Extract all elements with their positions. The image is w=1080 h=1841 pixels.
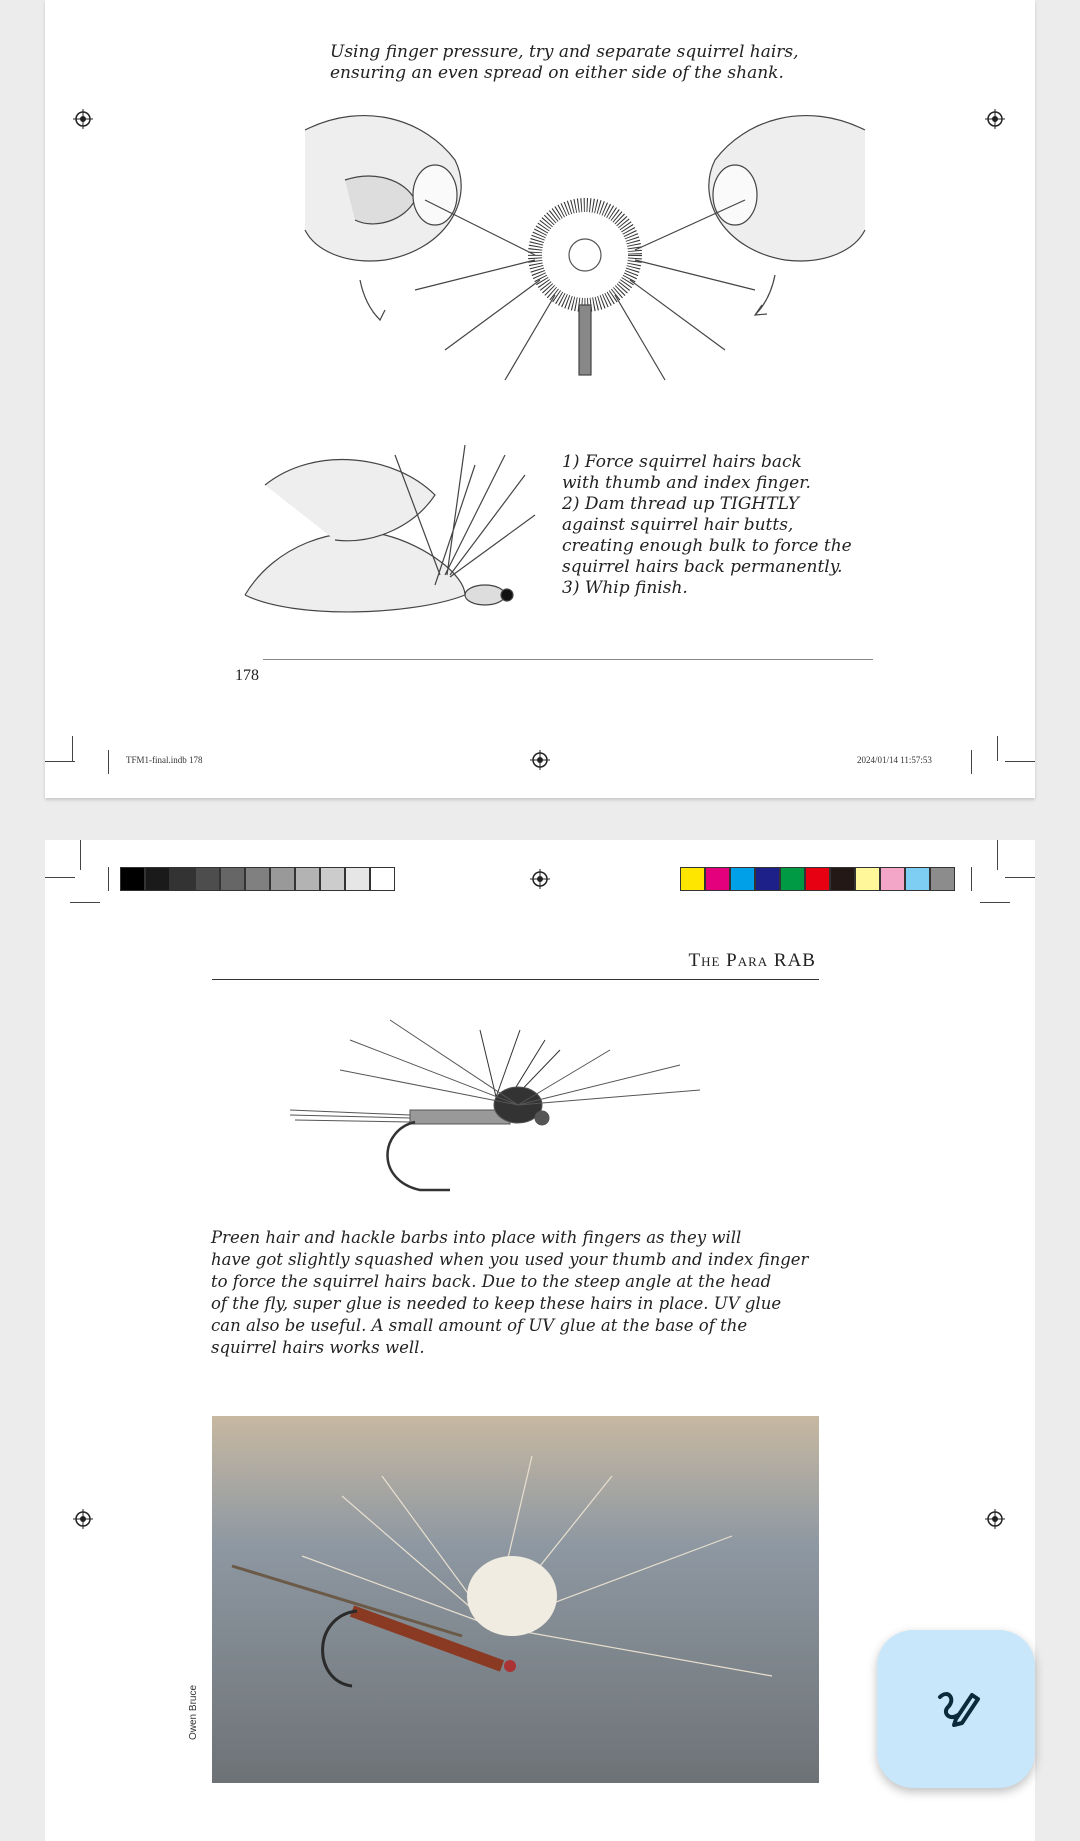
page-number: 178 xyxy=(235,667,259,684)
instruction-paragraph: Preen hair and hackle barbs into place with fingers as they will have got slightly squashed when you used your thumb and index finger to force the squirrel hairs back. Due to the steep angle at the head of the fly, super glue is needed to keep these hairs in place. UV glue can also be useful. A small amount of UV glue at the base of the squirrel hairs works well. xyxy=(211,1228,809,1357)
color-swatch xyxy=(245,867,270,891)
crop-mark xyxy=(72,736,73,761)
color-swatch xyxy=(270,867,295,891)
illustration-spread-hairs xyxy=(285,90,885,390)
fly-photograph xyxy=(212,1416,819,1783)
registration-mark-icon xyxy=(530,869,550,889)
crop-mark xyxy=(997,736,998,761)
color-swatch xyxy=(780,867,805,891)
registration-mark-icon xyxy=(530,750,550,770)
edit-pen-icon xyxy=(926,1679,986,1739)
header-rule xyxy=(212,979,819,980)
illustration-caption: Using finger pressure, try and separate squirrel hairs, ensuring an even spread on either side of the shank. xyxy=(330,42,799,83)
color-swatch xyxy=(170,867,195,891)
color-swatch xyxy=(830,867,855,891)
pdf-page-178 xyxy=(45,0,1035,798)
running-head: The Para RAB xyxy=(688,950,816,971)
annotate-fab-button[interactable] xyxy=(877,1630,1035,1788)
color-swatch xyxy=(145,867,170,891)
slug-file-info: TFM1-final.indb 178 xyxy=(126,755,203,765)
color-swatch xyxy=(880,867,905,891)
crop-mark xyxy=(45,877,75,878)
crop-mark xyxy=(971,867,972,891)
color-swatch xyxy=(320,867,345,891)
color-swatch xyxy=(220,867,245,891)
crop-mark xyxy=(108,867,109,891)
crop-mark xyxy=(45,761,75,762)
registration-mark-icon xyxy=(73,1509,93,1529)
crop-mark xyxy=(1005,761,1035,762)
crop-mark xyxy=(108,750,109,774)
tying-steps: 1) Force squirrel hairs back with thumb and index finger. 2) Dam thread up TIGHTLY against squirrel hair butts, creating enough bulk to force the squirrel hairs back permanently. 3) Whip finish. xyxy=(562,452,852,598)
slug-timestamp: 2024/01/14 11:57:53 xyxy=(857,755,932,765)
color-swatch xyxy=(295,867,320,891)
crop-mark xyxy=(997,840,998,870)
illustration-force-hairs-back xyxy=(235,425,575,625)
photo-credit: Owen Bruce xyxy=(188,1684,199,1740)
crop-mark xyxy=(1005,877,1035,878)
registration-mark-icon xyxy=(985,1509,1005,1529)
color-swatch xyxy=(805,867,830,891)
color-swatch xyxy=(370,867,395,891)
registration-mark-icon xyxy=(985,109,1005,129)
color-swatch xyxy=(730,867,755,891)
color-swatch xyxy=(680,867,705,891)
color-swatch xyxy=(345,867,370,891)
crop-mark xyxy=(70,902,100,903)
footer-rule xyxy=(263,659,873,660)
crop-mark xyxy=(971,750,972,774)
crop-mark xyxy=(980,902,1010,903)
color-swatch xyxy=(930,867,955,891)
registration-mark-icon xyxy=(73,109,93,129)
color-swatch xyxy=(120,867,145,891)
color-swatch xyxy=(755,867,780,891)
crop-mark xyxy=(80,840,81,870)
color-swatch xyxy=(705,867,730,891)
illustration-para-rab-fly xyxy=(280,1010,800,1210)
color-swatch xyxy=(855,867,880,891)
color-swatch xyxy=(905,867,930,891)
color-swatch xyxy=(195,867,220,891)
